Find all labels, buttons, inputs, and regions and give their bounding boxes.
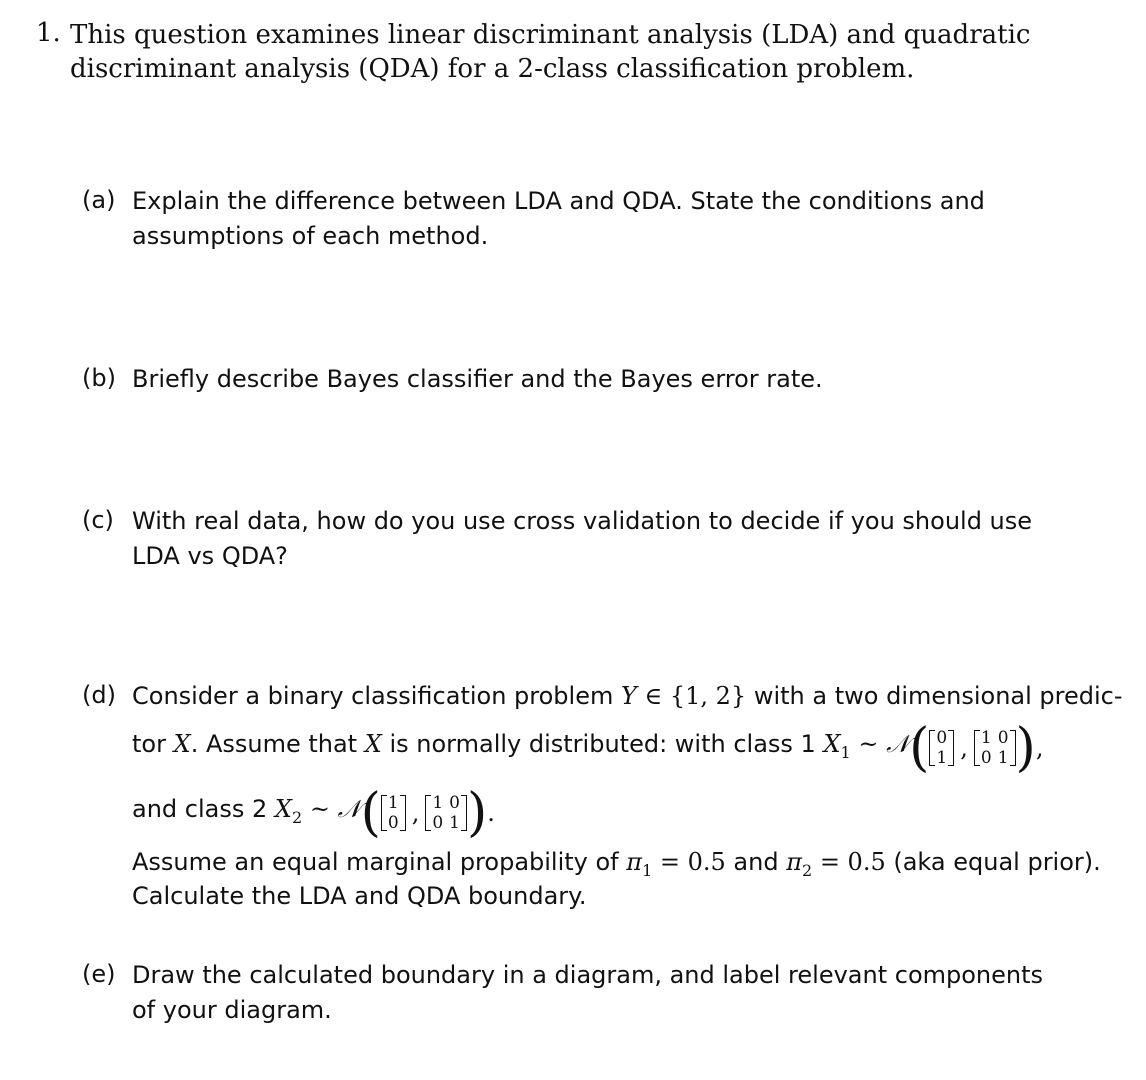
part-d-line-1: Consider a binary classification problem Y ∈ {1, 2} with a two dimensional predic-: [132, 682, 1123, 710]
part-a-label: (a): [82, 186, 116, 214]
part-e-label: (e): [82, 960, 116, 988]
class1-covariance-matrix: 1 0 0 1: [974, 728, 1016, 768]
part-c-label: (c): [82, 506, 114, 534]
part-b-text: Briefly describe Bayes classifier and the Bayes error rate.: [132, 365, 823, 393]
class2-covariance-matrix: 1 0 0 1: [425, 793, 467, 833]
class1-mean-vector: 0 1: [929, 728, 954, 768]
part-a-text: Explain the difference between LDA and QDA. State the conditions and assumptions of each method.: [132, 187, 985, 250]
part-d-label: (d): [82, 681, 116, 709]
part-c-text: With real data, how do you use cross validation to decide if you should use LDA vs QDA?: [132, 507, 1033, 570]
part-d-line-5: Calculate the LDA and QDA boundary.: [132, 882, 587, 910]
question-intro: This question examines linear discriminant analysis (LDA) and quadratic discriminant analysis (QDA) for a 2-class classification problem.: [70, 20, 1031, 84]
part-d-line-2: tor X. Assume that X is normally distributed: with class 1 $X_1$ ~ 𝒩 ( 0 1 , 1 0 0 1 ) ,: [132, 718, 1044, 778]
class2-mean-vector: 1 0: [381, 793, 406, 833]
part-d-line-3: and class 2 $X_2$ ~ 𝒩 ( 1 0 , 1 0 0 1 ) .: [132, 783, 495, 843]
part-d-text: [132, 679, 1123, 913]
part-d-line-4: Assume an equal marginal propability of $\pi_1 = 0.5$ and $\pi_2 = 0.5$ (aka equal prior).: [132, 848, 1101, 880]
part-e-text: Draw the calculated boundary in a diagram, and label relevant components of your diagram.: [132, 961, 1044, 1024]
question-number: 1.: [36, 18, 61, 48]
part-b-label: (b): [82, 364, 116, 392]
